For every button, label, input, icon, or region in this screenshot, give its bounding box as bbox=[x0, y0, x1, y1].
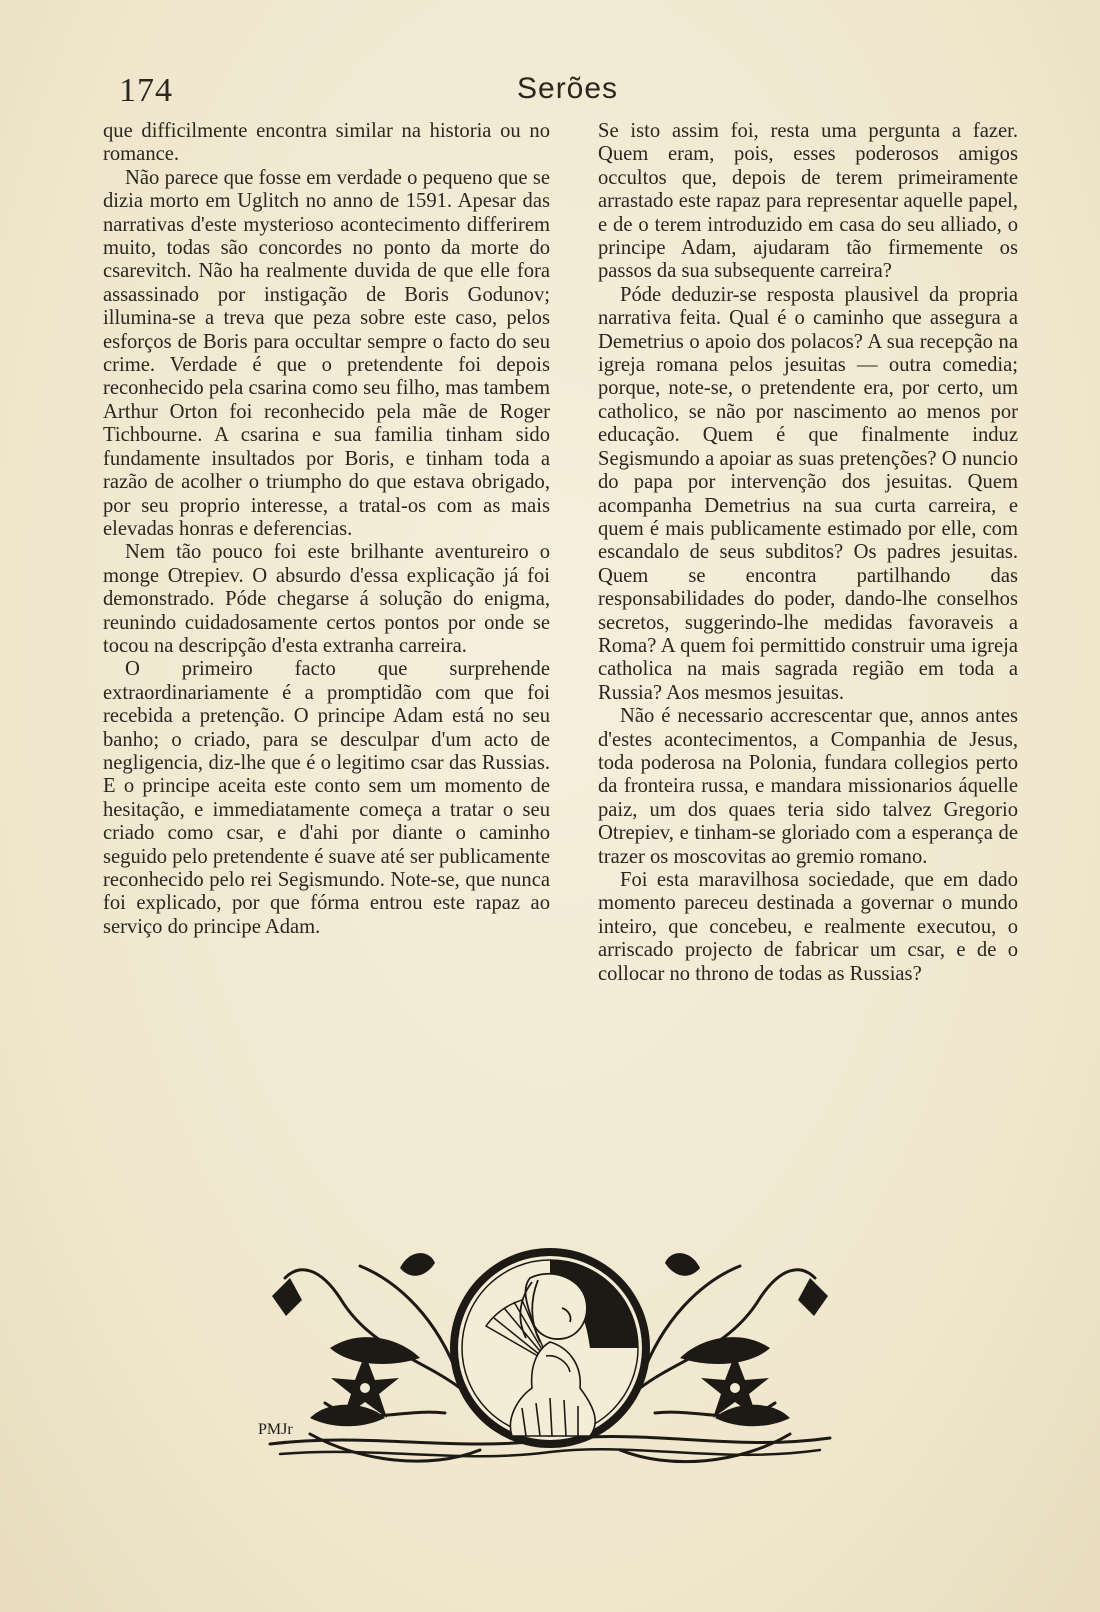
page-header bbox=[105, 70, 1025, 114]
left-column bbox=[103, 120, 550, 939]
page-number: 174 bbox=[119, 72, 173, 109]
paragraph: que difficilmente encontra similar na historia ou no romance. bbox=[103, 120, 550, 166]
art-nouveau-vignette bbox=[250, 1238, 850, 1478]
running-head: Serões bbox=[517, 72, 619, 105]
paragraph: O primeiro facto que surprehende extraordinariamente é a promptidão com que foi recebida a pretenção. O principe Adam está no seu banho; o criado, para se desculpar d'um acto de negligencia, diz-lhe que é o legitimo csar das Russias. E o principe aceita este conto sem um momento de hesitação, e immediatamente começa a tratar o seu criado como csar, e d'ahi por diante o caminho seguido pelo pretendente é suave até ser publicamente reconhecido pelo rei Segismundo. Note-se, que nunca foi explicado, por que fórma entrou este rapaz ao serviço do principe Adam. bbox=[103, 658, 550, 938]
paragraph: Póde deduzir-se resposta plausivel da propria narrativa feita. Qual é o caminho que assegura a Demetrius o apoio dos polacos? A sua recepção na igreja romana pelos jesuitas — outra comedia; porque, note-se, o pretendente era, por certo, um catholico, se não por nascimento ao menos por educação. Quem é que finalmente induz Segismundo a apoiar as suas pretenções? O nuncio do papa por intervenção dos jesuitas. Quem acompanha Demetrius na sua curta carreira, e quem é mais publicamente estimado por elle, com escandalo de seus subditos? Os padres jesuitas. Quem se encontra partilhando das responsabilidades do poder, dando-lhe conselhos secretos, suggerindo-lhe medidas favoraveis a Roma? A quem foi permittido construir uma igreja catholica na mais sagrada região em toda a Russia? Aos mesmos jesuitas. bbox=[598, 283, 1018, 704]
paragraph: Foi esta maravilhosa sociedade, que em dado momento pareceu destinada a governar o mundo inteiro, que concebeu, e realmente executou, o arriscado projecto de fabricar um csar, e de o collocar no throno de todas as Russias? bbox=[598, 869, 1018, 985]
paragraph: Não parece que fosse em verdade o pequeno que se dizia morto em Uglitch no anno de 1591. Apesar das narrativas d'este mysterioso acontecimento differirem muito, todas são concordes no ponto da morte do csarevitch. Não ha realmente duvida de que elle fora assassinado por instigação de Boris Godunov; illumina-se a treva que peza sobre este caso, pelos esforços de Boris para occultar sempre o facto do seu crime. Verdade é que o pretendente foi depois reconhecido pela csarina como seu filho, mas tambem Arthur Orton foi reconhecido pela mãe de Roger Tichbourne. A csarina e sua familia tinham sido fundamente insultados por Boris, e tinham toda a razão de acolher o triumpho do que estava obrigado, por seu proprio interesse, a tratal-os com as mais elevadas honras e deferencias. bbox=[103, 166, 550, 540]
artist-signature: PMJr bbox=[258, 1421, 293, 1438]
paragraph: Se isto assim foi, resta uma pergunta a fazer. Quem eram, pois, esses poderosos amigos occultos que, depois de terem primeiramente arrastado este rapaz para representar aquelle papel, e de o terem introduzido em casa do seu alliado, o principe Adam, ajudaram tão firmemente os passos da sua subsequente carreira? bbox=[598, 120, 1018, 283]
right-column bbox=[598, 120, 1018, 986]
paragraph: Nem tão pouco foi este brilhante aventureiro o monge Otrepiev. O absurdo d'essa explicação já foi demonstrado. Póde chegarse á solução do enigma, reunindo cuidadosamente certos pontos por onde se tocou na descripção d'esta extranha carreira. bbox=[103, 541, 550, 657]
paragraph: Não é necessario accrescentar que, annos antes d'estes acontecimentos, a Companhia de Jesus, toda poderosa na Polonia, fundara collegios perto da fronteira russa, e mandara missionarios áquelle paiz, um dos quaes teria sido talvez Gregorio Otrepiev, e tinham-se gloriado com a esperança de trazer os moscovitas ao gremio romano. bbox=[598, 705, 1018, 868]
